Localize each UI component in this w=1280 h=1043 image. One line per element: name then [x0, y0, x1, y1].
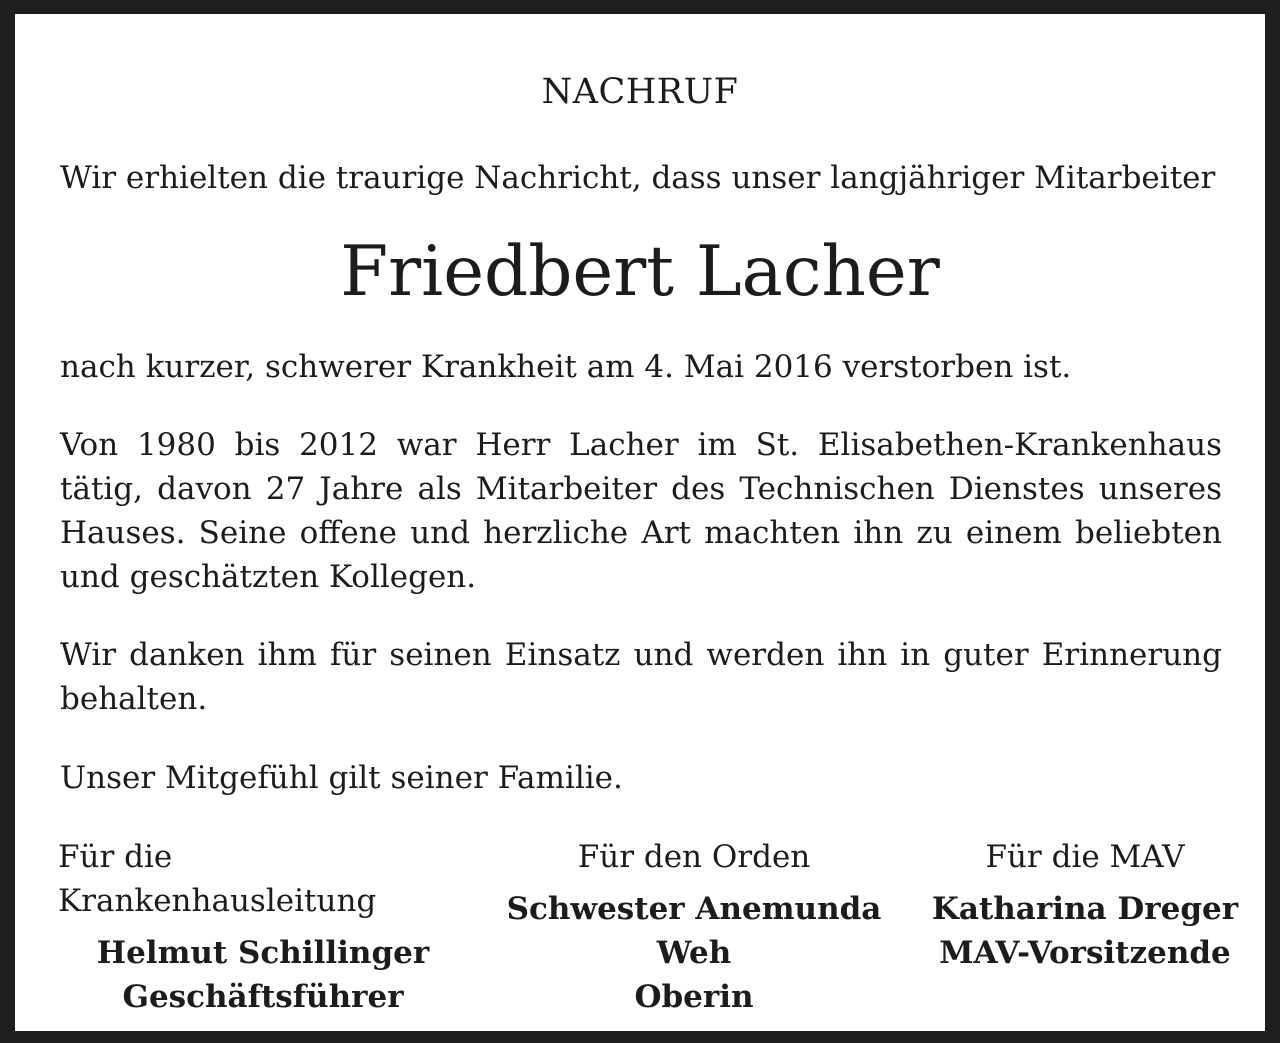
- deceased-name: Friedbert Lacher: [340, 232, 940, 312]
- signature-role: Für die MAV: [985, 839, 1185, 875]
- signature-order: [478, 835, 910, 1019]
- signature-title: Geschäftsführer: [122, 979, 404, 1015]
- date-text: nach kurzer, schwerer Krankheit am 4. Mai 2016 verstorben ist.: [60, 349, 1072, 385]
- signature-title: MAV-Vorsitzende: [939, 935, 1231, 971]
- signature-person: Helmut Schillinger: [96, 935, 430, 971]
- signature-role: Für die Krankenhausleitung: [58, 839, 377, 919]
- thanks-text: Wir danken ihm für seinen Einsatz und werden ihn in guter Erinnerung behalten.: [60, 637, 1222, 717]
- signature-hospital-management: [58, 835, 468, 1019]
- signature-person: Schwester Anemunda Weh: [506, 891, 882, 971]
- signature-title: Oberin: [634, 979, 754, 1015]
- page-title: NACHRUF: [541, 72, 739, 112]
- signature-role: Für den Orden: [577, 839, 811, 875]
- condolence-text: Unser Mitgefühl gilt seiner Familie.: [60, 760, 623, 796]
- signature-person: Katharina Dreger: [931, 891, 1239, 927]
- biography-text: Von 1980 bis 2012 war Herr Lacher im St. Elisabethen-Krankenhaus tätig, davon 27 Jahre als Mitarbeiter des Technischen Dienstes unseres Hauses. Seine offene und herzliche Art machten ihn zu einem beliebten und geschätzten Kollegen.: [60, 427, 1222, 595]
- signature-mav: [930, 835, 1240, 975]
- intro-text: Wir erhielten die traurige Nachricht, dass unser langjähriger Mitarbeiter: [60, 160, 1216, 196]
